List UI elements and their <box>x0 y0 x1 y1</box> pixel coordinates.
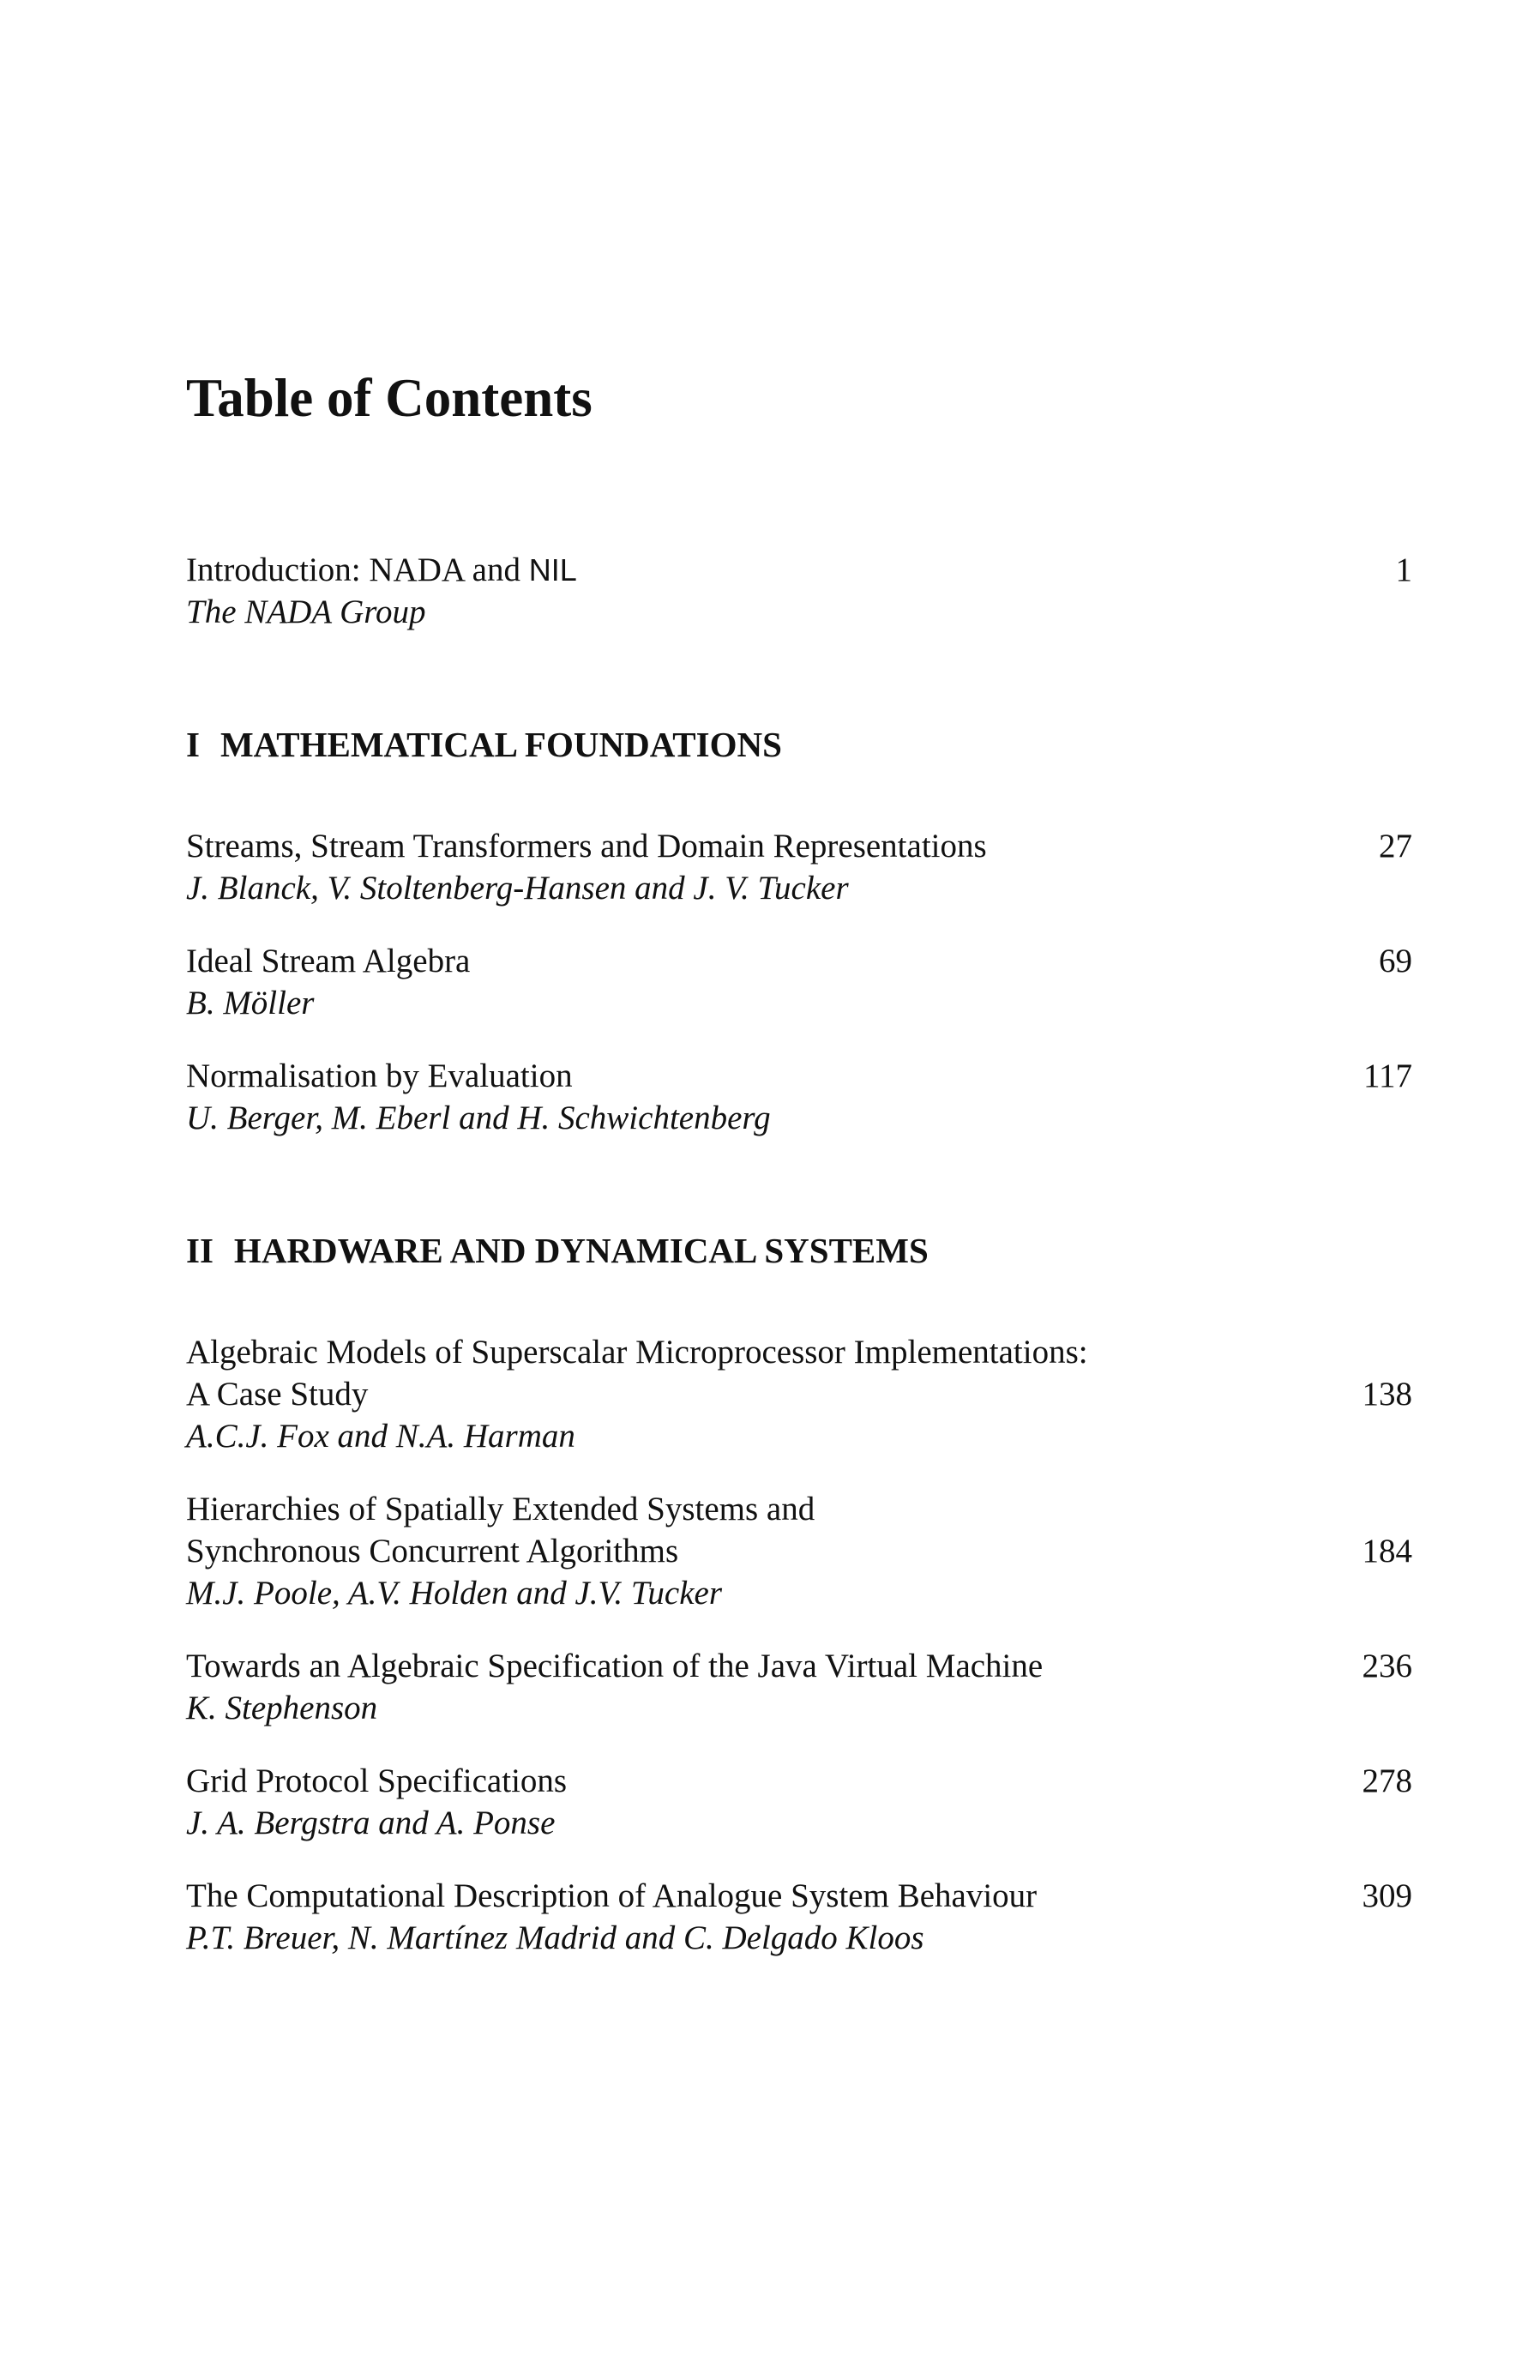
toc-entry <box>186 1875 1412 1959</box>
entry-authors: J. Blanck, V. Stoltenberg-Hansen and J. V. Tucker <box>186 870 849 907</box>
entry-page-number: 117 <box>1363 1057 1412 1094</box>
entry-title: Towards an Algebraic Specification of the Java Virtual Machine <box>186 1648 1044 1684</box>
entry-title-line <box>186 1760 1412 1802</box>
entry-page-number: 138 <box>1362 1376 1412 1413</box>
toc-entry <box>186 1645 1412 1729</box>
entry-page-number: 184 <box>1362 1533 1412 1570</box>
entry-title-nil: NIL <box>528 552 577 587</box>
entry-title: The Computational Description of Analogue System Behaviour <box>186 1877 1038 1914</box>
entry-page-number: 309 <box>1362 1877 1412 1914</box>
toc-entry <box>186 1331 1412 1457</box>
entry-page-number: 69 <box>1379 943 1412 979</box>
entry-title-line <box>186 1875 1412 1917</box>
entry-authors: J. A. Bergstra and A. Ponse <box>186 1805 556 1841</box>
entry-authors: The NADA Group <box>186 593 426 630</box>
entry-title-line <box>186 1488 1412 1530</box>
entry-authors: M.J. Poole, A.V. Holden and J.V. Tucker <box>186 1575 722 1612</box>
entry-page-number: 1 <box>1395 551 1412 588</box>
toc-entry <box>186 1488 1412 1614</box>
entry-title-line <box>186 1055 1412 1097</box>
entry-authors: A.C.J. Fox and N.A. Harman <box>186 1418 575 1455</box>
entry-title-line <box>186 1373 1412 1415</box>
toc-page <box>186 0 1412 2380</box>
entry-authors: U. Berger, M. Eberl and H. Schwichtenberg <box>186 1100 771 1136</box>
page-title: Table of Contents <box>186 368 593 428</box>
entry-title-line <box>186 1331 1412 1373</box>
entry-title-line <box>186 1530 1412 1572</box>
entry-page-number: 278 <box>1362 1762 1412 1799</box>
toc-entry <box>186 1055 1412 1139</box>
entry-page-number: 27 <box>1379 828 1412 865</box>
entry-title: Ideal Stream Algebra <box>186 943 471 979</box>
toc-entry <box>186 940 1412 1024</box>
entry-title-line <box>186 940 1412 982</box>
entry-title: A Case Study <box>186 1376 369 1413</box>
part-numeral: II <box>186 1231 214 1270</box>
entry-title: Normalisation by Evaluation <box>186 1057 573 1094</box>
entry-title: Hierarchies of Spatially Extended Systems and <box>186 1491 815 1527</box>
entry-title-line <box>186 549 1412 591</box>
toc-entry-introduction <box>186 549 1412 633</box>
entry-title: Grid Protocol Specifications <box>186 1762 568 1799</box>
entry-title: Algebraic Models of Superscalar Microprocessor Implementations: <box>186 1334 1088 1371</box>
entry-authors: K. Stephenson <box>186 1690 378 1726</box>
entry-title: Synchronous Concurrent Algorithms <box>186 1533 679 1570</box>
entry-title: Streams, Stream Transformers and Domain Representations <box>186 828 987 865</box>
part-numeral: I <box>186 725 200 764</box>
entry-authors: B. Möller <box>186 985 315 1021</box>
entry-page-number: 236 <box>1362 1648 1412 1684</box>
toc-entry <box>186 825 1412 909</box>
part-heading-2 <box>186 1233 929 1268</box>
part-title: HARDWARE AND DYNAMICAL SYSTEMS <box>233 1231 929 1270</box>
part-heading-1 <box>186 727 782 762</box>
toc-entry <box>186 1760 1412 1844</box>
entry-authors: P.T. Breuer, N. Martínez Madrid and C. Delgado Kloos <box>186 1919 924 1956</box>
part-title: MATHEMATICAL FOUNDATIONS <box>220 725 782 764</box>
entry-title: Introduction: NADA and <box>186 551 529 588</box>
entry-title-line <box>186 825 1412 867</box>
entry-title-line <box>186 1645 1412 1687</box>
